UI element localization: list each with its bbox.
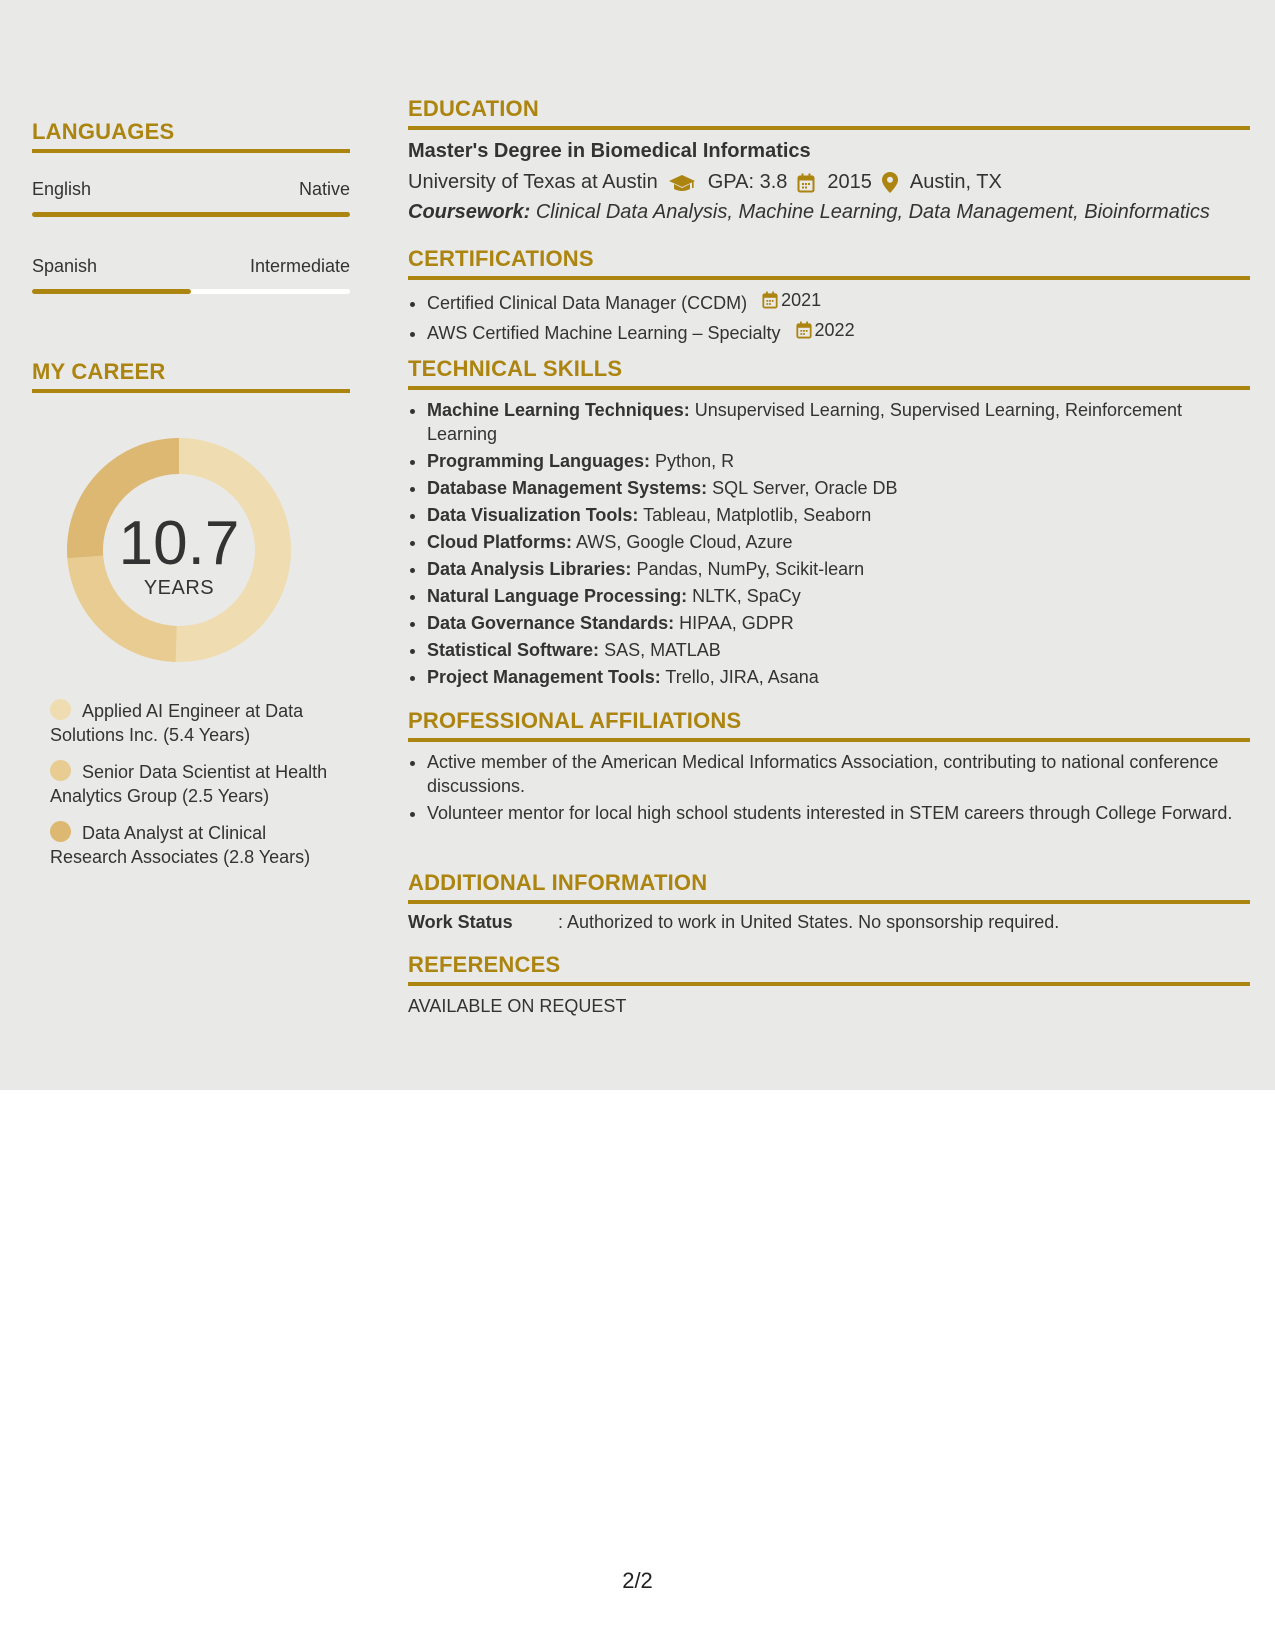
language-bar [32,212,350,217]
skill-label: Natural Language Processing: [427,586,688,606]
certification-year: 2022 [814,320,855,340]
skill-value: HIPAA, GDPR [679,613,794,633]
references-text: AVAILABLE ON REQUEST [408,996,627,1016]
skill-item [427,584,1250,608]
skills-section [408,356,1250,692]
references-section [408,952,1250,1017]
skill-item [427,638,1250,662]
skill-value: NLTK, SpaCy [692,586,801,606]
skill-item [427,611,1250,635]
legend-dot [50,821,71,842]
skill-label: Machine Learning Techniques: [427,400,690,420]
language-bar-fill [32,289,191,294]
career-section [32,359,350,882]
section-rule [408,126,1250,130]
skill-value: Unsupervised Learning, Supervised Learning, Reinforcement Learning [427,400,1183,444]
skills-title: TECHNICAL SKILLS [408,356,623,381]
certification-year: 2021 [781,290,822,310]
calendar-icon [796,321,812,339]
career-total-unit: YEARS [143,577,215,599]
certifications-title: CERTIFICATIONS [408,246,594,271]
legend-item [50,821,340,869]
legend-label: Data Analyst at Clinical Research Associates (2.8 Years) [50,823,311,867]
skill-item [427,398,1250,446]
affiliations-section [408,708,1250,828]
affiliation-item: • Volunteer mentor for local high school students interested in STEM careers through College Forward. [427,801,1250,825]
skill-value: Trello, JIRA, Asana [665,667,819,687]
skill-item [427,530,1250,554]
legend-dot [50,699,71,720]
skill-label: Programming Languages: [427,451,651,471]
location-pin-icon [882,172,898,193]
skill-label: Database Management Systems: [427,478,708,498]
education-year: 2015 [827,171,872,193]
language-name: Spanish [32,256,98,276]
affiliations-list [408,750,1250,825]
language-level: Native [298,179,350,199]
skills-list [408,398,1250,689]
skill-value: SQL Server, Oracle DB [712,478,898,498]
skill-item [427,503,1250,527]
section-rule [32,389,350,393]
certification-name: AWS Certified Machine Learning – Specialty [427,323,781,343]
additional-section [408,870,1250,933]
work-status-row [408,912,1250,933]
graduation-cap-icon [668,173,696,193]
legend-item [50,760,340,808]
career-total-years: 10.7 [118,509,240,578]
skill-label: Data Governance Standards: [427,613,675,633]
work-status-label: Work Status [408,912,513,932]
education-location: Austin, TX [909,171,1002,193]
skill-label: Project Management Tools: [427,667,661,687]
education-title: EDUCATION [408,96,539,121]
skill-item [427,557,1250,581]
additional-title: ADDITIONAL INFORMATION [408,870,708,895]
skill-label: Cloud Platforms: [427,532,573,552]
education-section [408,96,1250,224]
skill-value: SAS, MATLAB [604,640,721,660]
skill-value: AWS, Google Cloud, Azure [576,532,793,552]
languages-title: LANGUAGES [32,119,175,144]
legend-item [50,699,340,747]
education-degree: Master's Degree in Biomedical Informatics [408,140,811,162]
references-title: REFERENCES [408,952,561,977]
skill-item [427,665,1250,689]
education-gpa: GPA: 3.8 [707,171,788,193]
career-legend [50,699,340,869]
skill-item [427,476,1250,500]
affiliation-item: • Active member of the American Medical Informatics Association, contributing to national conference discussions. [427,750,1250,798]
skill-value: Pandas, NumPy, Scikit-learn [636,559,865,579]
skill-item [427,449,1250,473]
language-name: English [32,179,92,199]
certification-name: Certified Clinical Data Manager (CCDM) [427,293,748,313]
skill-value: Python, R [655,451,735,471]
skill-value: Tableau, Matplotlib, Seaborn [643,505,872,525]
page-number: 2/2 [622,1568,653,1593]
legend-label: Applied AI Engineer at Data Solutions Inc. (5.4 Years) [50,701,304,745]
career-donut-chart [66,437,292,663]
languages-section [32,119,350,294]
education-coursework [408,201,1250,224]
language-bar-fill [32,212,350,217]
work-status-value: : Authorized to work in United States. No sponsorship required. [558,912,1060,932]
coursework-label: Coursework: [408,201,531,223]
education-details [408,171,1250,194]
certification-item [427,288,1250,315]
affiliations-title: PROFESSIONAL AFFILIATIONS [408,708,742,733]
skill-label: Data Analysis Libraries: [427,559,632,579]
language-bar [32,289,350,294]
section-rule [408,386,1250,390]
section-rule [408,900,1250,904]
section-rule [408,738,1250,742]
coursework-text: Clinical Data Analysis, Machine Learning, Data Management, Bioinformatics [535,201,1210,223]
section-rule [32,149,350,153]
certification-item [427,318,1250,345]
legend-dot [50,760,71,781]
skill-label: Statistical Software: [427,640,600,660]
language-item [32,256,350,294]
legend-label: Senior Data Scientist at Health Analytics Group (2.5 Years) [50,762,328,806]
section-rule [408,276,1250,280]
calendar-icon [762,291,778,309]
career-title: MY CAREER [32,359,166,384]
language-level: Intermediate [249,256,350,276]
calendar-icon [797,173,815,193]
donut-center [66,437,292,663]
section-rule [408,982,1250,986]
certifications-section [408,246,1250,348]
certifications-list [408,288,1250,345]
skill-label: Data Visualization Tools: [427,505,639,525]
education-school: University of Texas at Austin [408,171,658,193]
language-item [32,179,350,217]
